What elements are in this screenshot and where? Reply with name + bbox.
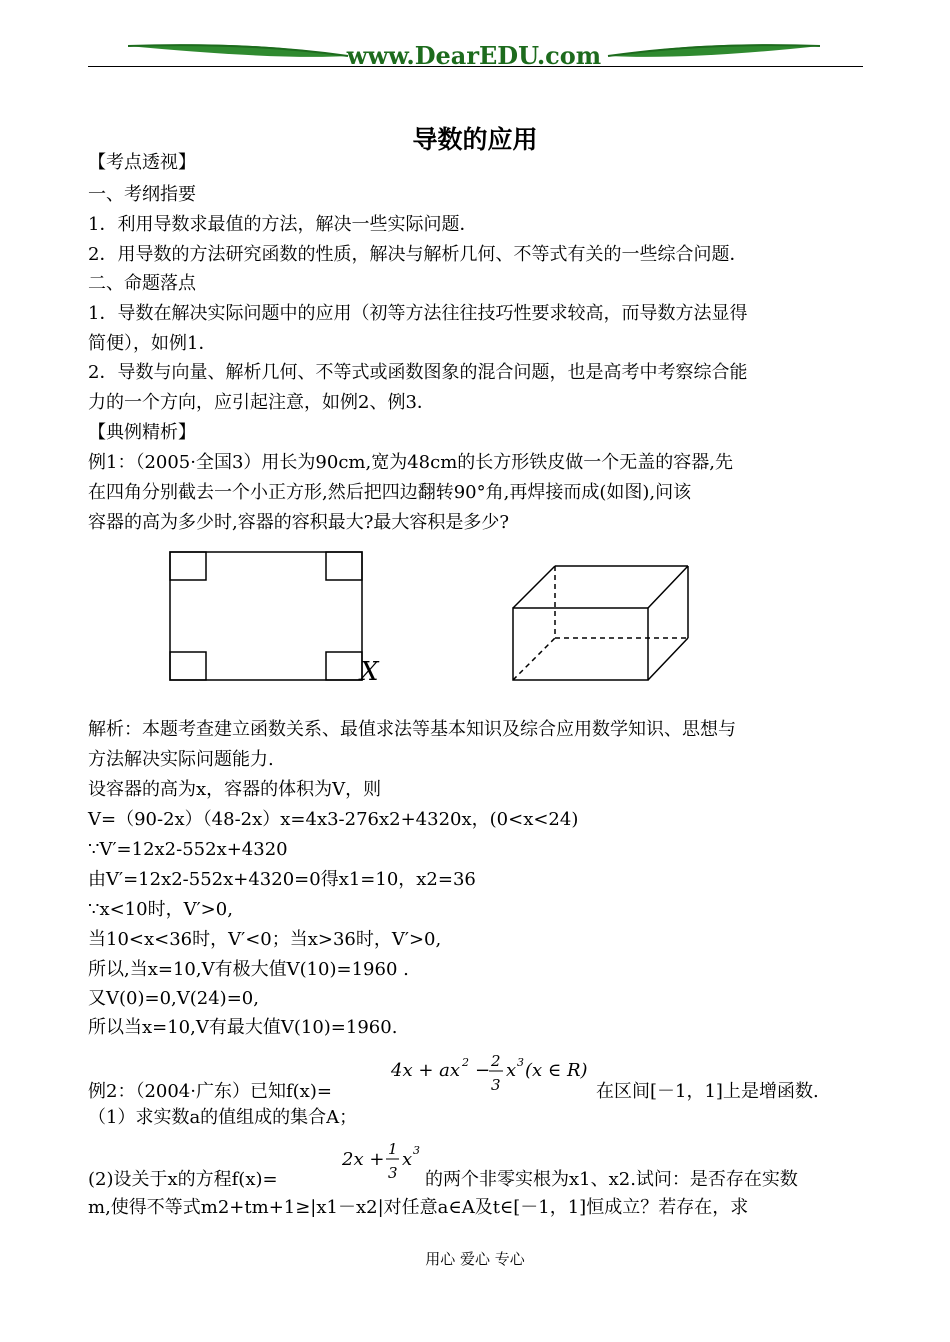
paragraph-line: 2．导数与向量、解析几何、不等式或函数图象的混合问题，也是高考中考察综合能 [88,362,748,383]
svg-text:3: 3 [388,1164,398,1182]
paragraph-line: 在区间[－1，1]上是增函数. [596,1081,819,1102]
paragraph-line: 容器的高为多少时,容器的容积最大?最大容积是多少? [88,512,510,533]
formula-f [385,1052,595,1102]
paragraph-line: 方法解决实际问题能力. [88,749,274,770]
paragraph-line: 简便），如例1． [88,333,217,354]
formula-g [340,1135,430,1187]
subsection-heading: 一、考纲指要 [88,184,196,205]
page-title: 导数的应用 [412,125,538,154]
section-heading: 【考点透视】 [88,152,196,173]
site-name: www.DearEDU.com [346,41,602,70]
paragraph-line: 例2：（2004·广东）已知f(x)= [88,1081,332,1102]
paragraph-line: 由V′=12x2-552x+4320=0得x1=10，x2=36 [88,869,476,890]
paragraph-line: 解析：本题考查建立函数关系、最值求法等基本知识及综合应用数学知识、思想与 [88,719,736,740]
box-figure [513,566,688,680]
svg-text:2x +: 2x + [342,1149,385,1170]
example-figures [160,548,700,688]
svg-text:−: − [475,1060,491,1081]
paragraph-line: 所以当x=10,V有最大值V(10)=1960. [88,1017,398,1038]
paragraph-line: m,使得不等式m2+tm+1≥|x1－x2|对任意a∈A及t∈[－1，1]恒成立？若存在，求 [88,1197,749,1218]
svg-text:x: x [402,1149,413,1170]
paragraph-line: V=（90-2x）（48-2x）x=4x3-276x2+4320x，(0<x<24) [88,809,579,830]
subsection-heading: 二、命题落点 [88,273,196,294]
svg-text:x: x [506,1060,517,1081]
svg-text:1: 1 [388,1140,398,1158]
paragraph-line: 在四角分别截去一个小正方形,然后把四边翻转90°角,再焊接而成(如图),问该 [88,482,692,503]
paragraph-line: 又V(0)=0,V(24)=0, [88,988,259,1009]
paragraph-line: 例1：（2005·全国3）用长为90cm,宽为48cm的长方形铁皮做一个无盖的容器,先 [88,452,733,473]
paragraph-line: （1）求实数a的值组成的集合A； [88,1107,358,1128]
svg-text:3: 3 [491,1076,501,1094]
sheet-figure [170,552,362,680]
svg-text:(x ∈ R): (x ∈ R) [525,1060,588,1081]
paragraph-line: (2)设关于x的方程f(x)= [88,1169,278,1190]
paragraph-line: 的两个非零实根为x1、x2.试问：是否存在实数 [425,1169,798,1190]
paragraph-line: 力的一个方向，应引起注意，如例2、例3． [88,392,435,413]
page-footer: 用心 爱心 专心 [425,1250,525,1268]
svg-text:3: 3 [517,1056,524,1069]
svg-text:4x + ax: 4x + ax [391,1060,461,1081]
x-label: X [360,657,379,687]
paragraph-line: 当10<x<36时，V′<0；当x>36时，V′>0, [88,929,442,950]
svg-text:3: 3 [413,1144,420,1157]
svg-text:2: 2 [491,1052,501,1070]
paragraph-line: 设容器的高为x，容器的体积为V，则 [88,779,382,800]
paragraph-line: ∵x<10时，V′>0, [88,899,233,920]
paragraph-line: 所以,当x=10,V有极大值V(10)=1960 . [88,959,409,980]
paragraph-line: 1．利用导数求最值的方法，解决一些实际问题． [88,214,478,235]
paragraph-line: 2．用导数的方法研究函数的性质，解决与解析几何、不等式有关的一些综合问题． [88,244,748,265]
paragraph-line: ∵V′=12x2-552x+4320 [88,839,288,860]
header-rule [88,66,863,67]
paragraph-line: 1．导数在解决实际问题中的应用（初等方法往往技巧性要求较高，而导数方法显得 [88,303,748,324]
svg-text:2: 2 [462,1056,469,1069]
section-heading: 【典例精析】 [88,422,196,443]
